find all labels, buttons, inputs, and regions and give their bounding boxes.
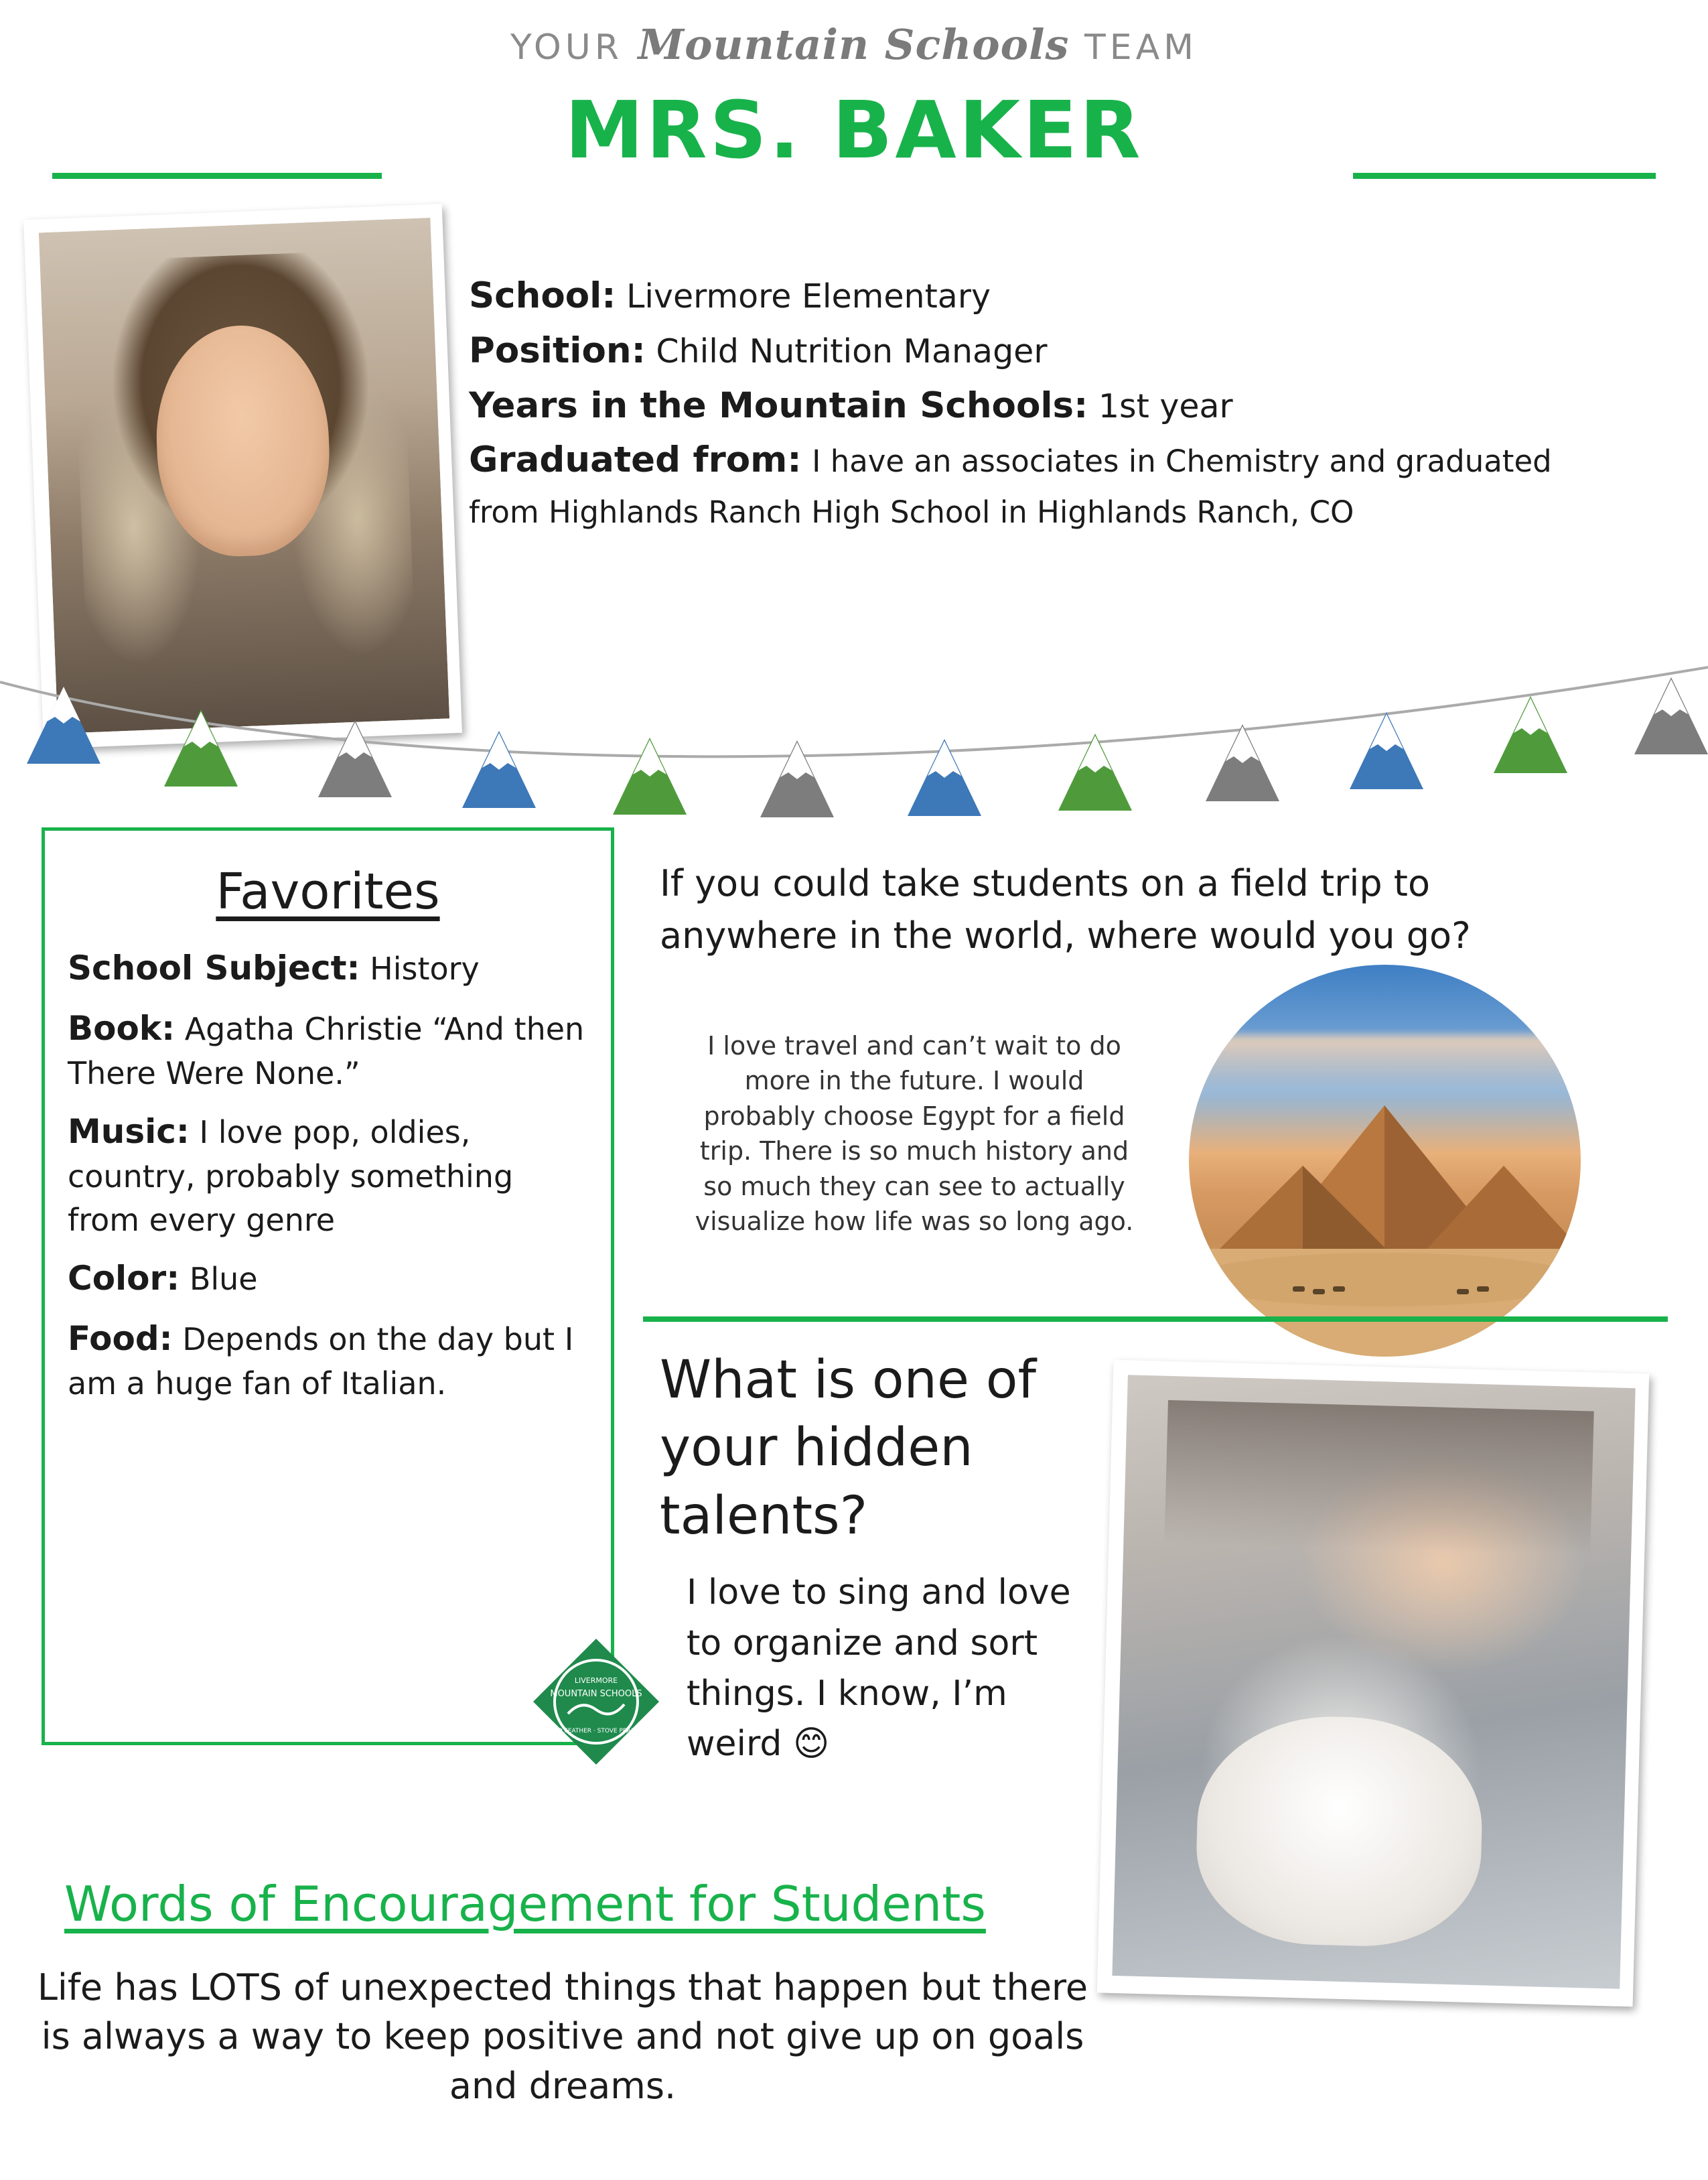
info-value-graduated-line2: from Highlands Ranch High School in Highlands Ranch, CO [469, 494, 1354, 531]
logo-svg [529, 1635, 663, 1769]
eyebrow-script: Mountain Schools [638, 20, 1070, 69]
bunting-svg [0, 643, 1708, 837]
info-row-school [469, 273, 1648, 319]
field-trip-question: If you could take students on a field trip to anywhere in the world, where would you go? [660, 862, 1471, 957]
favorite-value-book: Agatha Christie “And then There Were None.” [68, 1011, 585, 1091]
field-trip-answer: I love travel and can’t wait to do more in the future. I would probably choose Egypt for a field trip. There is so much history and so much they can see to actually visualize how life was so long ago. [695, 1031, 1134, 1237]
encouragement-title: Words of Encouragement for Students [64, 1876, 986, 1932]
favorite-label-color: Color: [68, 1259, 180, 1298]
favorites-title: Favorites [216, 863, 440, 921]
info-value-school: Livermore Elementary [626, 277, 991, 316]
page-title: MRS. BAKER [565, 84, 1143, 176]
favorite-label-subject: School Subject: [68, 949, 360, 987]
info-value-years: 1st year [1098, 387, 1233, 425]
page-header [0, 20, 1708, 176]
eyebrow-pre: YOUR [510, 27, 638, 68]
eyebrow-text [0, 20, 1708, 69]
info-label-years: Years in the Mountain Schools: [469, 385, 1088, 426]
profile-info [469, 273, 1648, 533]
info-row-position [469, 328, 1648, 374]
pyramid-shapes [1189, 965, 1581, 1357]
info-value-position: Child Nutrition Manager [656, 332, 1048, 370]
pyramids-photo [1189, 965, 1581, 1357]
logo-main-text: MOUNTAIN SCHOOLS [550, 1689, 642, 1699]
favorite-label-food: Food: [68, 1319, 173, 1359]
hidden-talents-question: What is one of your hidden talents? [660, 1350, 1036, 1546]
favorite-value-food: Depends on the day but I am a huge fan of Italian. [68, 1321, 574, 1402]
favorite-value-color: Blue [189, 1261, 258, 1298]
favorite-item-book [68, 1005, 588, 1095]
mountain-bunting-banner [0, 643, 1708, 837]
logo-top-text: LIVERMORE [574, 1676, 618, 1685]
eyebrow-post: TEAM [1069, 27, 1198, 68]
info-value-graduated: I have an associates in Chemistry and graduated [812, 444, 1552, 480]
hidden-talents-answer: I love to sing and love to organize and sort things. I know, I’m weird 😊 [687, 1572, 1071, 1765]
favorite-item-subject [68, 945, 588, 992]
favorite-label-music: Music: [68, 1112, 190, 1152]
encouragement-body: Life has LOTS of unexpected things that happen but there is always a way to keep positive and not give up on goals and dreams. [37, 1966, 1088, 2107]
field-trip-section [660, 858, 1664, 1237]
favorites-panel [42, 827, 614, 1745]
favorite-item-food [68, 1315, 588, 1405]
dog-photo-frame [1097, 1360, 1649, 2007]
title-rule-left [52, 173, 382, 179]
favorite-value-subject: History [370, 951, 480, 987]
logo-bottom-text: RED FEATHER · STOVE PRAIRIE [549, 1728, 643, 1734]
favorite-item-music [68, 1108, 588, 1241]
info-label-graduated: Graduated from: [469, 439, 802, 481]
favorite-label-book: Book: [68, 1009, 175, 1048]
favorite-item-color [68, 1255, 588, 1302]
info-label-school: School: [469, 275, 616, 316]
bunting-string [0, 667, 1708, 756]
favorite-value-music: I love pop, oldies, country, probably something from every genre [68, 1114, 514, 1238]
section-divider [643, 1316, 1668, 1322]
info-label-position: Position: [469, 330, 646, 371]
mountain-schools-logo [529, 1635, 663, 1769]
dog-photo [1112, 1375, 1635, 1989]
info-row-graduated [469, 437, 1648, 483]
bunting-flags [27, 677, 1708, 817]
info-row-years [469, 383, 1648, 429]
title-rule-right [1353, 173, 1656, 179]
hidden-talents-section [660, 1347, 1142, 1770]
favorites-list [68, 945, 588, 1406]
